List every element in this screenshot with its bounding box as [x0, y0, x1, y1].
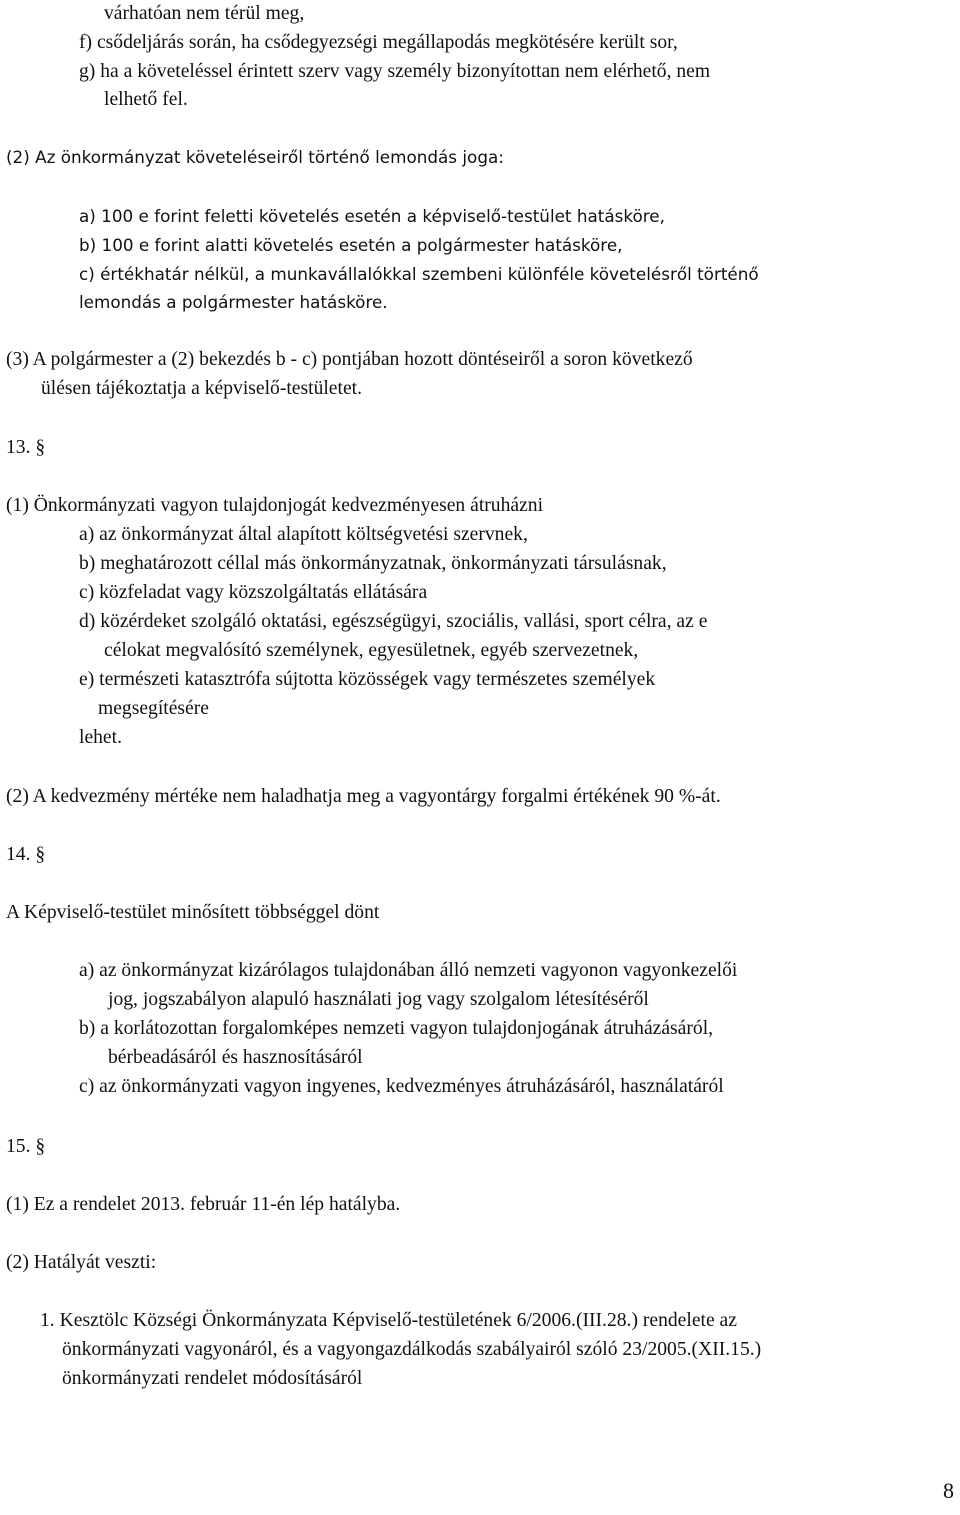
list-item-b: b) 100 e forint alatti követelés esetén a polgármester hatásköre,: [79, 235, 623, 255]
page-number: 8: [943, 1478, 954, 1503]
paragraph-3: (3) A polgármester a (2) bekezdés b - c) pontjában hozott döntéseiről a soron következő: [6, 349, 693, 370]
s13-item-c: c) közfeladat vagy közszolgáltatás ellátására: [79, 582, 428, 603]
s14-item-a-cont: jog, jogszabályon alapuló használati jog vagy szolgalom létesítéséről: [108, 989, 649, 1010]
list-item-c: c) értékhatár nélkül, a munkavállalókkal szembeni különféle követelésről történő: [79, 264, 759, 284]
s15-item-1-cont2: önkormányzati rendelet módosításáról: [62, 1368, 363, 1389]
s14-intro: A Képviselő-testület minősített többséggel dönt: [6, 902, 380, 923]
s13-end: lehet.: [79, 727, 122, 748]
s15-item-1: 1. Kesztölc Községi Önkormányzata Képviselő-testületének 6/2006.(III.28.) rendelete az: [40, 1310, 737, 1331]
section-sign: §: [35, 1136, 46, 1157]
s15-item-1-cont: önkormányzati vagyonáról, és a vagyongazdálkodás szabályairól szóló 23/2005.(XII.15.): [62, 1339, 762, 1360]
s13-paragraph-1: (1) Önkormányzati vagyon tulajdonjogát kedvezményesen átruházni: [6, 495, 544, 516]
text-line: várhatóan nem térül meg,: [104, 3, 305, 24]
s13-item-d: d) közérdeket szolgáló oktatási, egészségügyi, szociális, vallási, sport célra, az e: [79, 611, 708, 632]
s15-paragraph-2: (2) Hatályát veszti:: [6, 1252, 157, 1273]
section-heading-14: 14. §: [6, 844, 46, 865]
section-heading-13: 13. §: [6, 437, 46, 458]
section-heading-15: 15. §: [6, 1136, 46, 1157]
s13-item-e: e) természeti katasztrófa sújtotta közösségek vagy természetes személyek: [79, 669, 656, 690]
paragraph-2-intro: (2) Az önkormányzat követeléseiről történő lemondás joga:: [6, 147, 504, 167]
s15-paragraph-1: (1) Ez a rendelet 2013. február 11-én lép hatályba.: [6, 1194, 401, 1215]
s14-item-b: b) a korlátozottan forgalomképes nemzeti vagyon tulajdonjogának átruházásáról,: [79, 1018, 714, 1039]
s13-item-b: b) meghatározott céllal más önkormányzatnak, önkormányzati társulásnak,: [79, 553, 667, 574]
text-line: f) csődeljárás során, ha csődegyezségi megállapodás megkötésére került sor,: [79, 32, 678, 53]
text-line: g) ha a követeléssel érintett szerv vagy személy bizonyítottan nem elérhető, nem: [79, 61, 711, 82]
s13-item-d-cont: célokat megvalósító személynek, egyesületnek, egyéb szervezetnek,: [104, 640, 639, 661]
paragraph-3-cont: ülésen tájékoztatja a képviselő-testületet.: [41, 378, 362, 399]
s14-item-a: a) az önkormányzat kizárólagos tulajdonában álló nemzeti vagyonon vagyonkezelői: [79, 960, 738, 981]
section-sign: §: [35, 844, 46, 865]
s13-item-e-cont: megsegítésére: [98, 698, 209, 719]
section-sign: §: [35, 437, 46, 458]
s14-item-c: c) az önkormányzati vagyon ingyenes, kedvezményes átruházásáról, használatáról: [79, 1076, 724, 1097]
text-line: lelhető fel.: [104, 89, 188, 110]
list-item-a: a) 100 e forint feletti követelés esetén a képviselő-testület hatásköre,: [79, 206, 665, 226]
list-item-c-cont: lemondás a polgármester hatásköre.: [79, 292, 388, 312]
s13-item-a: a) az önkormányzat által alapított költségvetési szervnek,: [79, 524, 528, 545]
s13-paragraph-2: (2) A kedvezmény mértéke nem haladhatja meg a vagyontárgy forgalmi értékének 90 %-át.: [6, 786, 721, 807]
s14-item-b-cont: bérbeadásáról és hasznosításáról: [108, 1047, 363, 1068]
